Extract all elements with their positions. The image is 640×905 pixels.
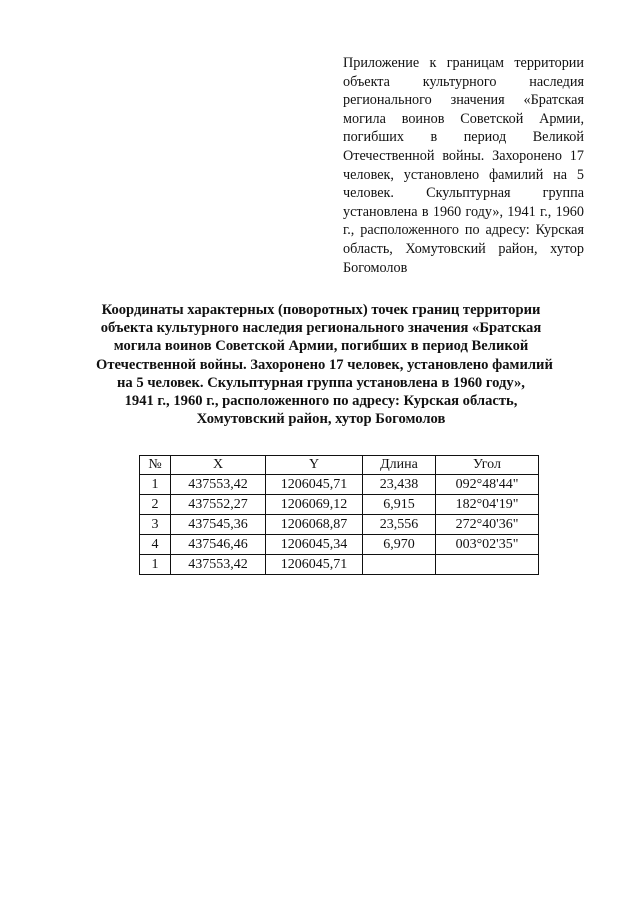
header-angle: Угол <box>436 456 539 475</box>
cell-x: 437553,42 <box>171 475 266 495</box>
heading-line: 1941 г., 1960 г., расположенного по адресу: Курская область, <box>124 393 518 410</box>
cell-length: 6,970 <box>363 535 436 555</box>
cell-x: 437545,36 <box>171 515 266 535</box>
header-y: Y <box>266 456 363 475</box>
cell-y: 1206069,12 <box>266 495 363 515</box>
table-row <box>140 555 539 575</box>
heading-line: на 5 человек. Скульптурная группа установлена в 1960 году», <box>117 374 525 391</box>
header-x: X <box>171 456 266 475</box>
cell-length: 6,915 <box>363 495 436 515</box>
cell-length: 23,556 <box>363 515 436 535</box>
header-length: Длина <box>363 456 436 475</box>
cell-number: 3 <box>140 515 171 535</box>
heading-line: Хомутовский район, хутор Богомолов <box>196 411 446 428</box>
cell-angle: 272°40'36" <box>436 515 539 535</box>
cell-angle: 003°02'35" <box>436 535 539 555</box>
cell-number: 1 <box>140 555 171 575</box>
cell-length <box>363 555 436 575</box>
table-row <box>140 475 539 495</box>
cell-x: 437546,46 <box>171 535 266 555</box>
table-row <box>140 515 539 535</box>
cell-y: 1206045,71 <box>266 475 363 495</box>
cell-number: 2 <box>140 495 171 515</box>
cell-number: 1 <box>140 475 171 495</box>
table-row <box>140 495 539 515</box>
cell-y: 1206045,34 <box>266 535 363 555</box>
heading-line: Отечественной войны. Захоронено 17 человек, установлено фамилий <box>96 356 553 373</box>
table-header-row <box>140 456 539 475</box>
cell-x: 437552,27 <box>171 495 266 515</box>
coordinates-table <box>139 455 539 575</box>
cell-y: 1206045,71 <box>266 555 363 575</box>
cell-y: 1206068,87 <box>266 515 363 535</box>
heading-line: могила воинов Советской Армии, погибших в период Великой <box>113 338 529 355</box>
cell-length: 23,438 <box>363 475 436 495</box>
cell-x: 437553,42 <box>171 555 266 575</box>
appendix-note: Приложение к границам территории объекта культурного наследия регионального значения «Братская могила воинов Советской Армии, погибших в период Великой Отечественной войны. Захоронено 17 человек, установлено фамилий на 5 человек. Скульптурная группа установлена в 1960 году», 1941 г., 1960 г., расположенного по адресу: Курская область, Хомутовский район, хутор Богомолов <box>343 55 584 276</box>
table-row <box>140 535 539 555</box>
document-heading <box>96 301 553 428</box>
cell-number: 4 <box>140 535 171 555</box>
header-number: № <box>140 456 171 475</box>
cell-angle: 182°04'19" <box>436 495 539 515</box>
cell-angle: 092°48'44" <box>436 475 539 495</box>
heading-line: объекта культурного наследия регионального значения «Братская <box>100 320 542 337</box>
heading-line: Координаты характерных (поворотных) точек границ территории <box>101 302 541 318</box>
cell-angle <box>436 555 539 575</box>
